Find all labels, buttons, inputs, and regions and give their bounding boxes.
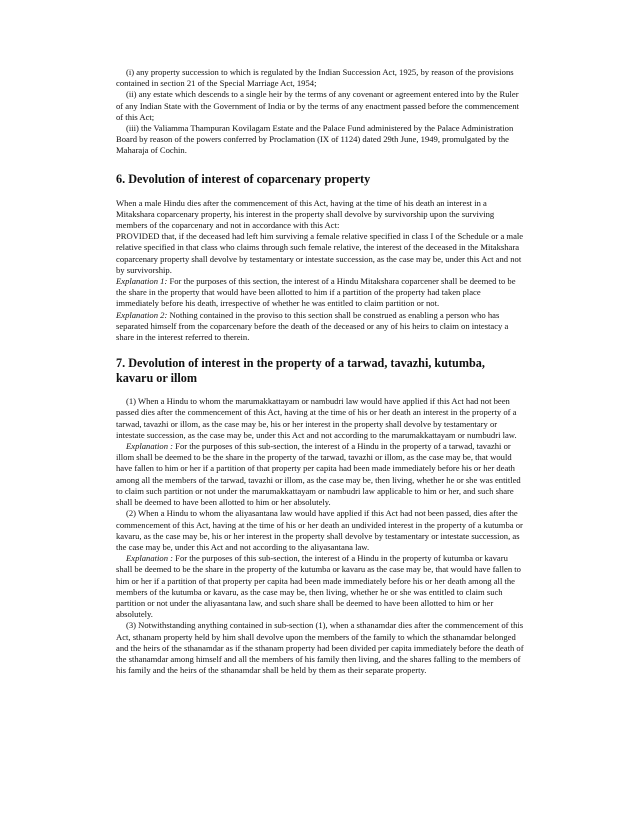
explanation-2-label: Explanation 2: [116,309,168,320]
section-6-explanation-1 [116,276,524,310]
clause-i: (i) any property succession to which is regulated by the Indian Succession Act, 1925, by reason of the provisions contained in section 21 of the Special Marriage Act, 1954; [116,67,514,89]
document-page [116,67,524,676]
clause-ii: (ii) any estate which descends to a single heir by the terms of any covenant or agreement entered into by the Ruler of any Indian State with the Government of India or by the terms of any enactment passed before the commencement of this Act; [116,89,520,122]
section-6-paragraph-1: When a male Hindu dies after the commencement of this Act, having at the time of his death an interest in a Mitakshara coparcenary property, his interest in the property shall devolve by survivorship upon the surviving members of the coparcenary and not in accordance with this Act: [116,197,495,231]
section-7-explanation-1 [116,441,524,508]
section-7-subsection-2: (2) When a Hindu to whom the aliyasantana law would have applied if this Act had not been passed, dies after the commencement of this Act, having at the time of his or her death an undivided interest in the property of a kutumba or kavaru, as the case may be, his or her interest in the property shall devolve by testamentary or intestate succession, as the case may be, under this Act and not according to the aliyasantana law. [116,508,523,552]
explanation-2-text: Nothing contained in the proviso to this section shall be construed as enabling a person who has separated himself from the coparcenary before the death of the deceased or any of his heirs to claim on intestacy a share in the interest referred to therein. [116,309,509,343]
explanation-text: For the purposes of this sub-section, the interest of a Hindu in the property of a tarwad, tavazhi or illom shall be deemed to be the share in the property of the tarwad, tavazhi or illom, as the case may be, that would have fallen to him or her if a partition of that property per capita had been made immediately before his or her death among all the members of the tarwad, tavazhi or illom, as the case may be, then living, whether he or she was entitled to claim such partition or not under the marumakkattayam or nambudri law applicable to him or her, and such share shall be deemed to have been allotted to him or her absolutely. [116,441,521,508]
section-6-proviso: PROVIDED that, if the deceased had left him surviving a female relative specified in class I of the Schedule or a male relative specified in that class who claims through such female relative, the interest of the deceased in the Mitakshara coparcenary property shall devolve by testamentary or intestate succession, as the case may be, under this Act and not by survivorship. [116,231,524,275]
section-7-explanation-2 [116,553,524,620]
section-7-subsection-1: (1) When a Hindu to whom the marumakkattayam or nambudri law would have applied if this Act had not been passed dies after the commencement of this Act, having at the time of his or her death an interest in the property of a tarwad, tavazhi or illom, as the case may be, his or her interest in the property shall devolve by testamentary or intestate succession, as the case may be, under this Act and not according to the marumakkattayam or numbudri law. [116,396,517,440]
explanation-1-text: For the purposes of this section, the interest of a Hindu Mitakshara coparcener shall be deemed to be the share in the property that would have been allotted to him if a partition of the property had taken place immediately before his death, irrespective of whether he was entitled to claim partition or not. [116,276,516,309]
explanation-text: For the purposes of this sub-section, the interest of a Hindu in the property of kutumba or kavaru shall be deemed to be the share in the property of the kutumba or kavaru as the case may be, that would have fallen to him or her if a partition of that property per capita had been made immediately before his or her death among all the members of the kutumba or kavaru, as the case may be, then living, whether he or she was entitled to claim such partition or not under the aliyasantana law, and such share shall be deemed to have been allotted to him or her absolutely. [116,553,521,620]
clause-iii: (iii) the Valiamma Thampuran Kovilagam Estate and the Palace Fund administered by the Palace Administration Board by reason of the powers conferred by Proclamation (IX of 1124) dated 29th June, 1949, promulgated by the Maharaja of Cochin. [116,123,514,156]
explanation-label: Explanation : [126,441,174,452]
section-6-explanation-2 [116,310,524,344]
explanation-label: Explanation : [126,553,174,564]
section-7-heading: 7. Devolution of interest in the property of a tarwad, tavazhi, kutumba, kavaru or illom [116,356,485,386]
section-7-subsection-3: (3) Notwithstanding anything contained in sub-section (1), when a sthanamdar dies after the commencement of this Act, sthanam property held by him shall devolve upon the members of the family to which the sthanamdar belonged and the heirs of the sthanamdar as if the sthanam property had been divided per capita immediately before the death of the sthanamdar among himself and all the members of his family then living, and the shares falling to the members of his family and the heirs of the sthanamdar shall be held by them as their separate property. [116,620,524,676]
explanation-1-label: Explanation 1: [116,276,168,287]
section-6-heading: 6. Devolution of interest of coparcenary property [116,171,371,186]
